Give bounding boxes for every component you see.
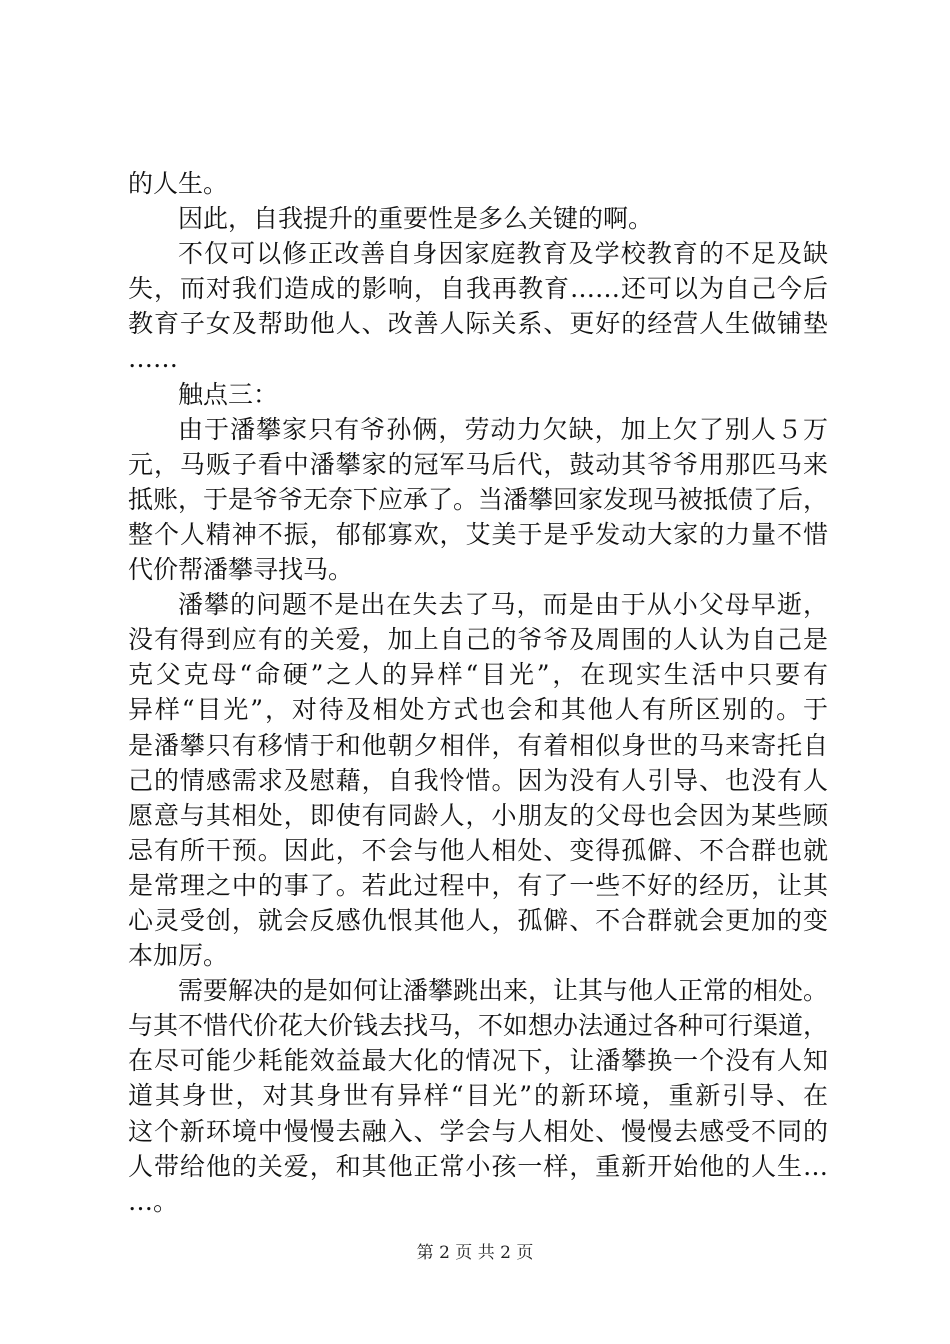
text-line: 愿意与其相处，即使有同龄人，小朋友的父母也会因为某些顾 — [128, 800, 828, 830]
text-line: 失，而对我们造成的影响，自我再教育……还可以为自己今后 — [128, 274, 828, 304]
text-line: …。 — [128, 1186, 179, 1216]
text-line: 不仅可以修正改善自身因家庭教育及学校教育的不足及缺 — [178, 239, 828, 269]
text-line: 教育子女及帮助他人、改善人际关系、更好的经营人生做铺垫 — [128, 309, 828, 339]
text-line: 忌有所干预。因此，不会与他人相处、变得孤僻、不合群也就 — [128, 835, 828, 865]
text-line: 元，马贩子看中潘攀家的冠军马后代，鼓动其爷爷用那匹马来 — [128, 449, 828, 479]
text-line: 是常理之中的事了。若此过程中，有了一些不好的经历，让其 — [128, 870, 828, 900]
text-line: 需要解决的是如何让潘攀跳出来，让其与他人正常的相处。 — [178, 976, 829, 1006]
text-line: 整个人精神不振，郁郁寡欢，艾美于是乎发动大家的力量不惜 — [128, 519, 828, 549]
text-line: 异样“目光”，对待及相处方式也会和其他人有所区别的。于 — [128, 695, 828, 725]
text-line: 的人生。 — [128, 169, 229, 198]
text-line: 是潘攀只有移情于和他朝夕相伴，有着相似身世的马来寄托自 — [128, 730, 828, 760]
text-line: …… — [128, 344, 178, 374]
text-line: 道其身世，对其身世有异样“目光”的新环境，重新引导、在 — [128, 1081, 828, 1111]
text-line: 这个新环境中慢慢去融入、学会与人相处、慢慢去感受不同的 — [128, 1116, 828, 1146]
text-line: 在尽可能少耗能效益最大化的情况下，让潘攀换一个没有人知 — [128, 1046, 828, 1076]
text-line: 心灵受创，就会反感仇恨其他人，孤僻、不合群就会更加的变 — [128, 905, 828, 935]
text-line: 潘攀的问题不是出在失去了马，而是由于从小父母早逝， — [178, 590, 828, 620]
page-footer: 第 2 页 共 2 页 — [416, 1243, 534, 1263]
text-line: 没有得到应有的关爱，加上自己的爷爷及周围的人认为自己是 — [128, 625, 828, 655]
text-line: 由于潘攀家只有爷孙俩，劳动力欠缺，加上欠了别人５万 — [178, 414, 828, 444]
text-line: 己的情感需求及慰藉，自我怜惜。因为没有人引导、也没有人 — [128, 765, 828, 795]
text-line: 与其不惜代价花大价钱去找马，不如想办法通过各种可行渠道， — [128, 1011, 829, 1041]
body-text — [128, 166, 828, 1219]
text-line: 因此，自我提升的重要性是多么关键的啊。 — [178, 204, 654, 234]
text-line: 人带给他的关爱，和其他正常小孩一样，重新开始他的人生… — [128, 1151, 828, 1181]
text-line: 克父克母“命硬”之人的异样“目光”，在现实生活中只要有 — [128, 660, 828, 690]
text-line: 触点三： — [178, 379, 279, 409]
text-line: 本加厉。 — [128, 941, 229, 971]
text-line: 代价帮潘攀寻找马。 — [128, 555, 354, 585]
text-line: 抵账，于是爷爷无奈下应承了。当潘攀回家发现马被抵债了后， — [128, 484, 829, 514]
